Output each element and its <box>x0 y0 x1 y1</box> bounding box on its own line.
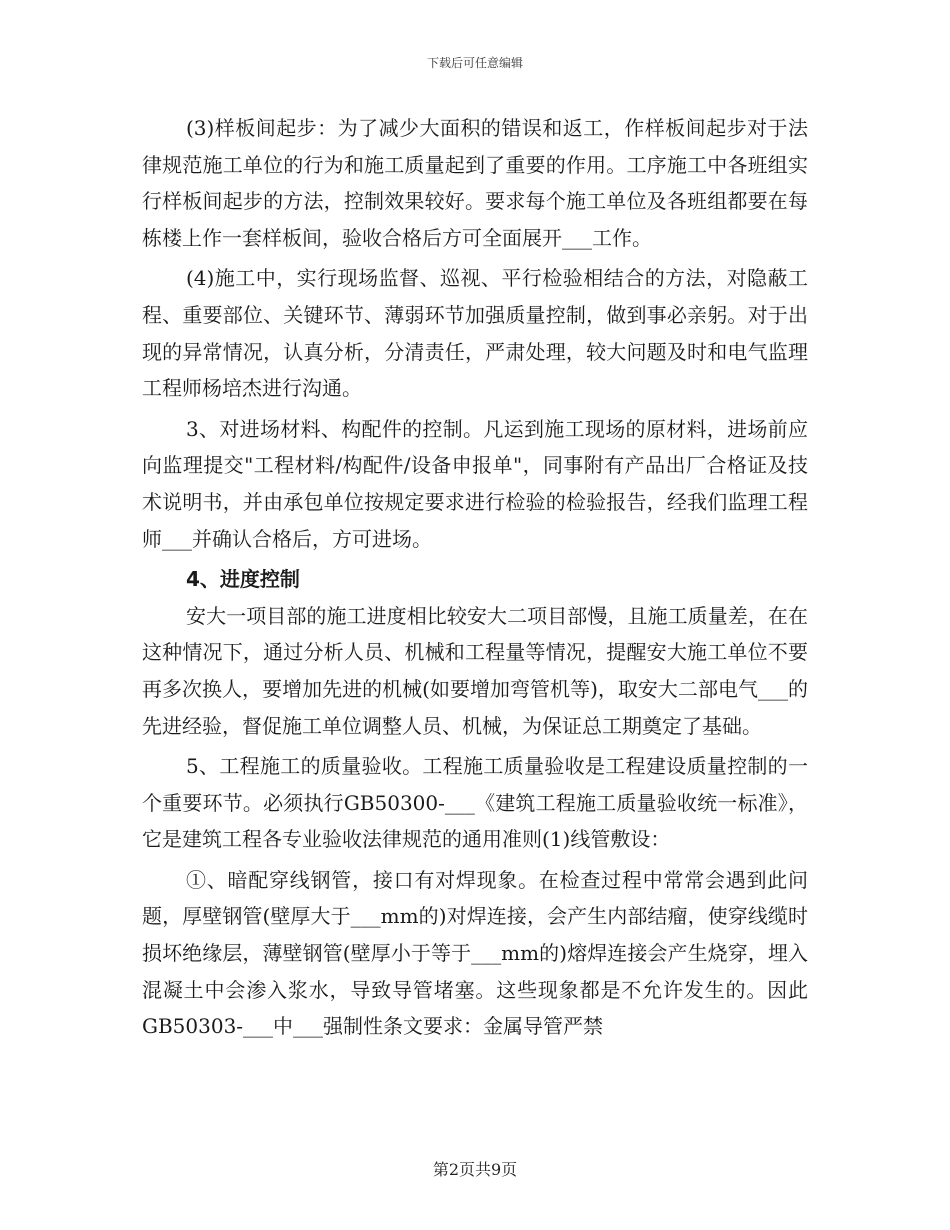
paragraph-quality-acceptance: 5、工程施工的质量验收。工程施工质量验收是工程建设质量控制的一个重要环节。必须执行GB50300-___《建筑工程施工质量验收统一标准》，它是建筑工程各专业验收法律规范的通用准则(1)线管敷设： <box>142 754 808 852</box>
page-number: 第2页共9页 <box>432 1160 518 1179</box>
paragraph-on-site-supervision: (4)施工中，实行现场监督、巡视、平行检验相结合的方法，对隐蔽工程、重要部位、关键环节、薄弱环节加强质量控制，做到事必亲躬。对于出现的异常情况，认真分析，分清责任，严肃处理，较大问题及时和电气监理工程师杨培杰进行沟通。 <box>142 266 808 401</box>
paragraph-progress: 安大一项目部的施工进度相比较安大二项目部慢，且施工质量差，在在这种情况下，通过分析人员、机械和工程量等情况，提醒安大施工单位不要再多次换人，要增加先进的机械(如要增加弯管机等)，取安大二部电气___的先进经验，督促施工单位调整人员、机械，为保证总工期奠定了基础。 <box>142 603 808 738</box>
paragraph-sample-room: (3)样板间起步：为了减少大面积的错误和返工，作样板间起步对于法律规范施工单位的行为和施工质量起到了重要的作用。工序施工中各班组实行样板间起步的方法，控制效果较好。要求每个施工单位及各班组都要在每栋楼上作一套样板间，验收合格后方可全面展开___工作。 <box>142 116 808 250</box>
section-heading-progress-control: 4、进度控制 <box>186 567 300 592</box>
document-body <box>142 110 808 1045</box>
page-header: 下载后可任意编辑 <box>426 56 523 70</box>
paragraph-material-control: 3、对进场材料、构配件的控制。凡运到施工现场的原材料，进场前应向监理提交"工程材料/构配件/设备申报单"，同事附有产品出厂合格证及技术说明书，并由承包单位按规定要求进行检验的检验报告，经我们监理工程师___并确认合格后，方可进场。 <box>142 416 808 551</box>
paragraph-conduit-welding: ①、暗配穿线钢管，接口有对焊现象。在检查过程中常常会遇到此问题，厚壁钢管(壁厚大于___mm的)对焊连接，会产生内部结瘤，使穿线缆时损坏绝缘层，薄壁钢管(壁厚小于等于___mm的)熔焊连接会产生烧穿，埋入混凝土中会渗入浆水，导致导管堵塞。这些现象都是不允许发生的。因此GB50303-___中___强制性条文要求：金属导管严禁 <box>142 867 808 1039</box>
